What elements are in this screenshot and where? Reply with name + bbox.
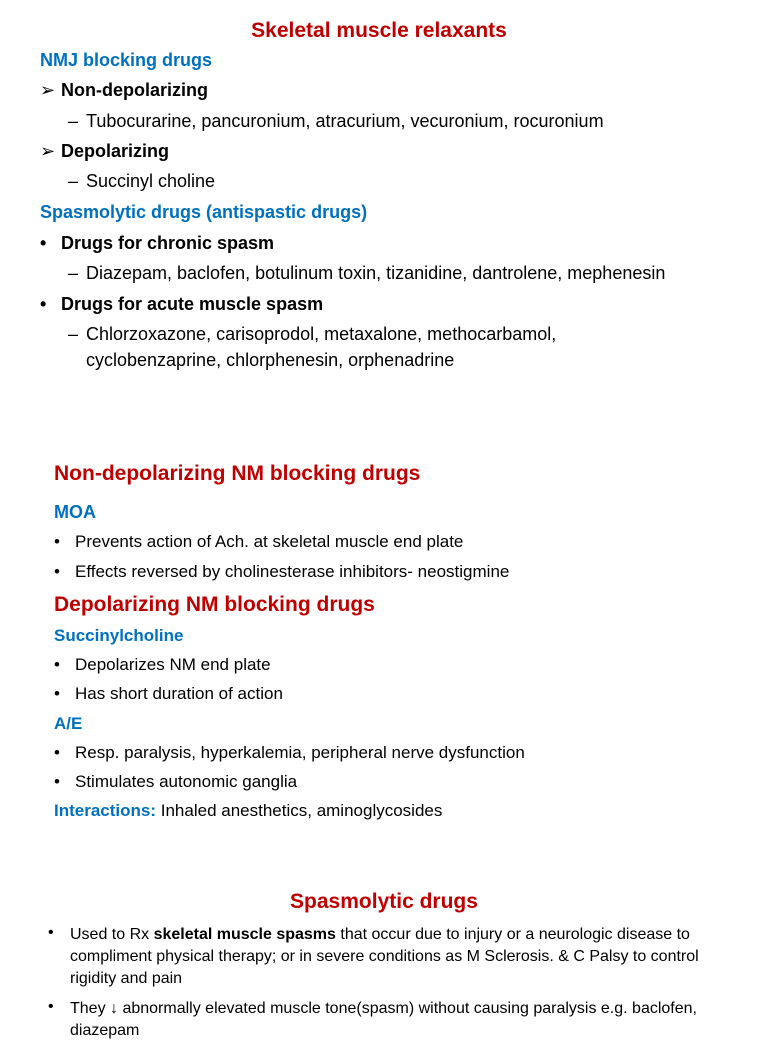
ae-heading: A/E <box>54 714 83 733</box>
interactions-label: Interactions: <box>54 801 157 820</box>
moa-item: Effects reversed by cholinesterase inhibitors- neostigmine <box>75 562 510 581</box>
dash-bullet: – <box>68 111 79 131</box>
acute-spasm-drugs-line1: Chlorzoxazone, carisoprodol, metaxalone, methocarbamol, <box>86 324 557 344</box>
dash-bullet: – <box>68 263 79 283</box>
succinylcholine-item: Depolarizes NM end plate <box>75 655 271 674</box>
spasmolytic-item-1 <box>70 924 730 990</box>
slide1-title: Skeletal muscle relaxants <box>251 19 507 42</box>
dot-bullet: • <box>54 743 60 762</box>
dot-bullet: • <box>54 772 60 791</box>
dot-bullet: • <box>48 924 54 941</box>
depolarizing-title: Depolarizing NM blocking drugs <box>54 593 375 616</box>
dot-bullet: • <box>54 684 60 703</box>
ae-item: Resp. paralysis, hyperkalemia, peripheral nerve dysfunction <box>75 743 525 762</box>
item1-pre: Used to Rx <box>70 926 154 943</box>
acute-spasm-drugs-line2: cyclobenzaprine, chlorphenesin, orphenadrine <box>86 350 455 370</box>
dot-bullet: • <box>54 655 60 674</box>
interactions-line <box>54 801 442 821</box>
dash-bullet: – <box>68 324 79 344</box>
dot-bullet: • <box>40 294 47 314</box>
dash-bullet: – <box>68 171 79 191</box>
moa-item: Prevents action of Ach. at skeletal muscle end plate <box>75 532 464 551</box>
chronic-spasm-drugs: Diazepam, baclofen, botulinum toxin, tizanidine, dantrolene, mephenesin <box>86 263 666 283</box>
dot-bullet: • <box>48 998 54 1015</box>
acute-spasm-heading: Drugs for acute muscle spasm <box>61 294 324 314</box>
non-depolarizing-heading: Non-depolarizing <box>61 80 208 100</box>
slide2-title: Non-depolarizing NM blocking drugs <box>54 462 421 485</box>
succinylcholine-heading: Succinylcholine <box>54 626 184 645</box>
item1-post: that occur due to injury or a neurologic disease to compliment physical therapy; or in severe conditions as M Sclerosis. & C Palsy to control rigidity and pain <box>70 926 699 987</box>
item1-bold: skeletal muscle spasms <box>153 926 336 943</box>
nmj-heading: NMJ blocking drugs <box>40 50 213 70</box>
spasmolytic-heading: Spasmolytic drugs (antispastic drugs) <box>40 202 368 222</box>
dot-bullet: • <box>54 562 60 581</box>
dot-bullet: • <box>40 233 47 253</box>
chronic-spasm-heading: Drugs for chronic spasm <box>61 233 275 253</box>
depolarizing-heading: Depolarizing <box>61 141 170 161</box>
arrow-bullet: ➢ <box>40 141 56 161</box>
ae-item: Stimulates autonomic ganglia <box>75 772 298 791</box>
arrow-bullet: ➢ <box>40 80 56 100</box>
depolarizing-drugs: Succinyl choline <box>86 171 216 191</box>
interactions-text: Inhaled anesthetics, aminoglycosides <box>156 801 443 820</box>
non-depolarizing-drugs: Tubocurarine, pancuronium, atracurium, vecuronium, rocuronium <box>86 111 604 131</box>
moa-heading: MOA <box>54 502 96 522</box>
slide3-title: Spasmolytic drugs <box>290 890 478 913</box>
spasmolytic-item-2: They ↓ abnormally elevated muscle tone(spasm) without causing paralysis e.g. baclofen, diazepam <box>70 1000 697 1039</box>
dot-bullet: • <box>54 532 60 551</box>
succinylcholine-item: Has short duration of action <box>75 684 283 703</box>
